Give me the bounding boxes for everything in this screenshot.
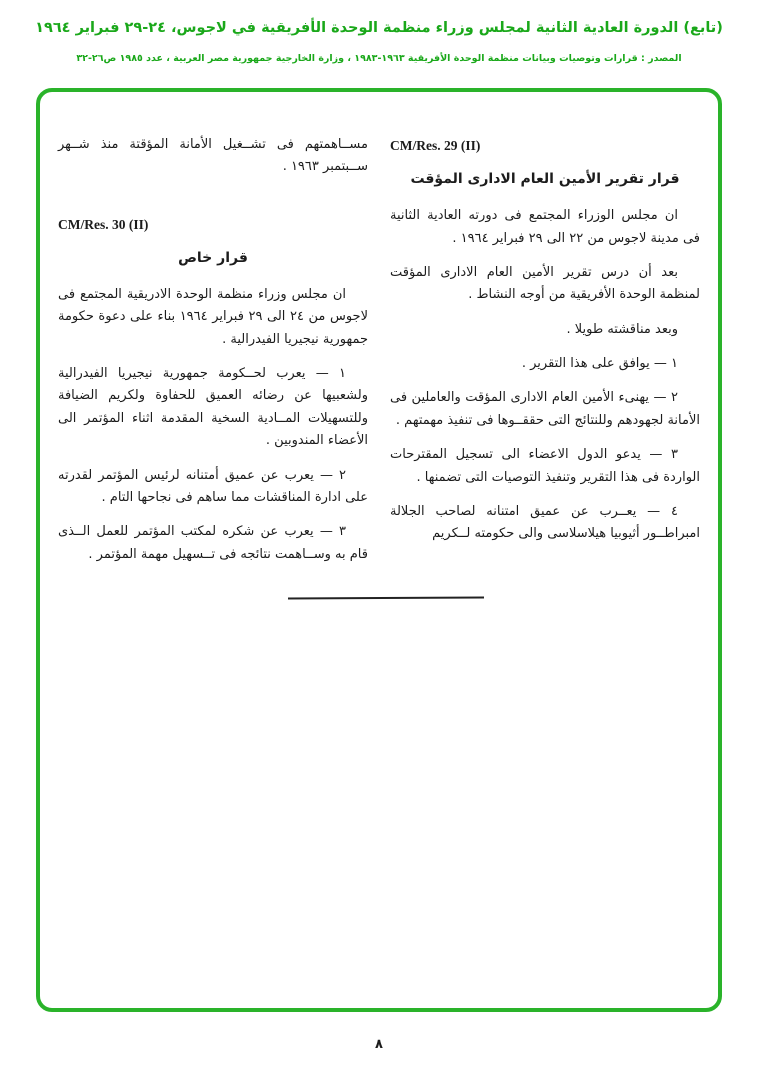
resolution-29-paragraph: بعد أن درس تقرير الأمين العام الادارى المؤقت لمنظمة الوحدة الأفريقية من أوجه النشاط . bbox=[390, 265, 700, 303]
resolution-29-paragraph: ٤ — يعــرب عن عميق امتنانه لصاحب الجلالة امبراطــور أثيوبيا هيلاسلاسى والى حكومته لــكريم bbox=[390, 503, 700, 542]
resolution-30-paragraph: ٢ — يعرب عن عميق أمتنانه لرئيس المؤتمر لقدرته على ادارة المناقشات مما ساهم فى نجاحها التام . bbox=[58, 467, 368, 505]
resolution-29-paragraph: ١ — يوافق على هذا التقرير . bbox=[521, 356, 678, 372]
resolution-29-section bbox=[390, 134, 700, 558]
content-border-box bbox=[36, 88, 722, 1012]
section-divider-line bbox=[288, 596, 484, 599]
page-header-title: (تابع) الدورة العادية الثانية لمجلس وزراء منظمة الوحدة الأفريقية في لاجوس، ٢٤-٢٩ فبراير ١٩٦٤ bbox=[35, 20, 723, 36]
resolution-30-section bbox=[58, 134, 368, 578]
resolution-30-number: CM/Res. 30 (II) bbox=[58, 216, 149, 232]
resolution-29-paragraph: وبعد مناقشته طويلا . bbox=[566, 321, 678, 337]
resolution-29-paragraph: ٢ — يهنىء الأمين العام الادارى المؤقت والعاملين فى الأمانة لجهودهم وللنتائج التى حققــوها فى تنفيذ مهمتهم . bbox=[390, 390, 700, 428]
resolution-29-paragraph: ٣ — يدعو الدول الاعضاء الى تسجيل المقترحات الواردة فى هذا التقرير وتنفيذ التوصيات التى تضمنها . bbox=[390, 447, 700, 485]
page-number: ٨ bbox=[375, 1037, 383, 1052]
resolution-30-paragraph: ان مجلس وزراء منظمة الوحدة الادريقية المجتمع فى لاجوس من ٢٤ الى ٢٩ فبراير ١٩٦٤ بناء على دعوة حكومة جمهورية نيجيريا الفيدرالية . bbox=[58, 287, 368, 347]
resolution-29-title: قرار تقرير الأمين العام الادارى المؤقت bbox=[410, 171, 680, 188]
resolution-30-title: قرار خاص bbox=[178, 249, 248, 266]
resolution-30-paragraph: ١ — يعرب لحــكومة جمهورية نيجيريا الفيدرالية ولشعبيها عن رضائه العميق للحفاوة ولكريم الضيافة وللتسهيلات المــادية السخية المقدمة اثناء المؤتمر الى الأعضاء المندوبين . bbox=[58, 366, 368, 449]
page-header-source: المصدر : قرارات وتوصيات وبيانات منظمة الوحدة الأفريقية ١٩٦٣-١٩٨٣ ، وزارة الخارجية جمهورية مصر العربية ، عدد ١٩٨٥ ص٢٦-٣٢ bbox=[76, 53, 682, 64]
two-column-layout bbox=[58, 134, 700, 578]
resolution-30-paragraph: ٣ — يعرب عن شكره لمكتب المؤتمر للعمل الــذى قام به وســاهمت نتائجه فى تــسهيل مهمة المؤتمر . bbox=[58, 524, 368, 562]
resolution-29-continuation-paragraph: مســاهمتهم فى تشــغيل الأمانة المؤقتة منذ شــهر ســبتمبر ١٩٦٣ . bbox=[58, 137, 368, 175]
resolution-29-paragraph: ان مجلس الوزراء المجتمع فى دورته العادية الثانية فى مدينة لاجوس من ٢٢ الى ٢٩ فبراير ١٩٦٤ . bbox=[390, 208, 700, 246]
resolution-29-number: CM/Res. 29 (II) bbox=[390, 138, 481, 153]
